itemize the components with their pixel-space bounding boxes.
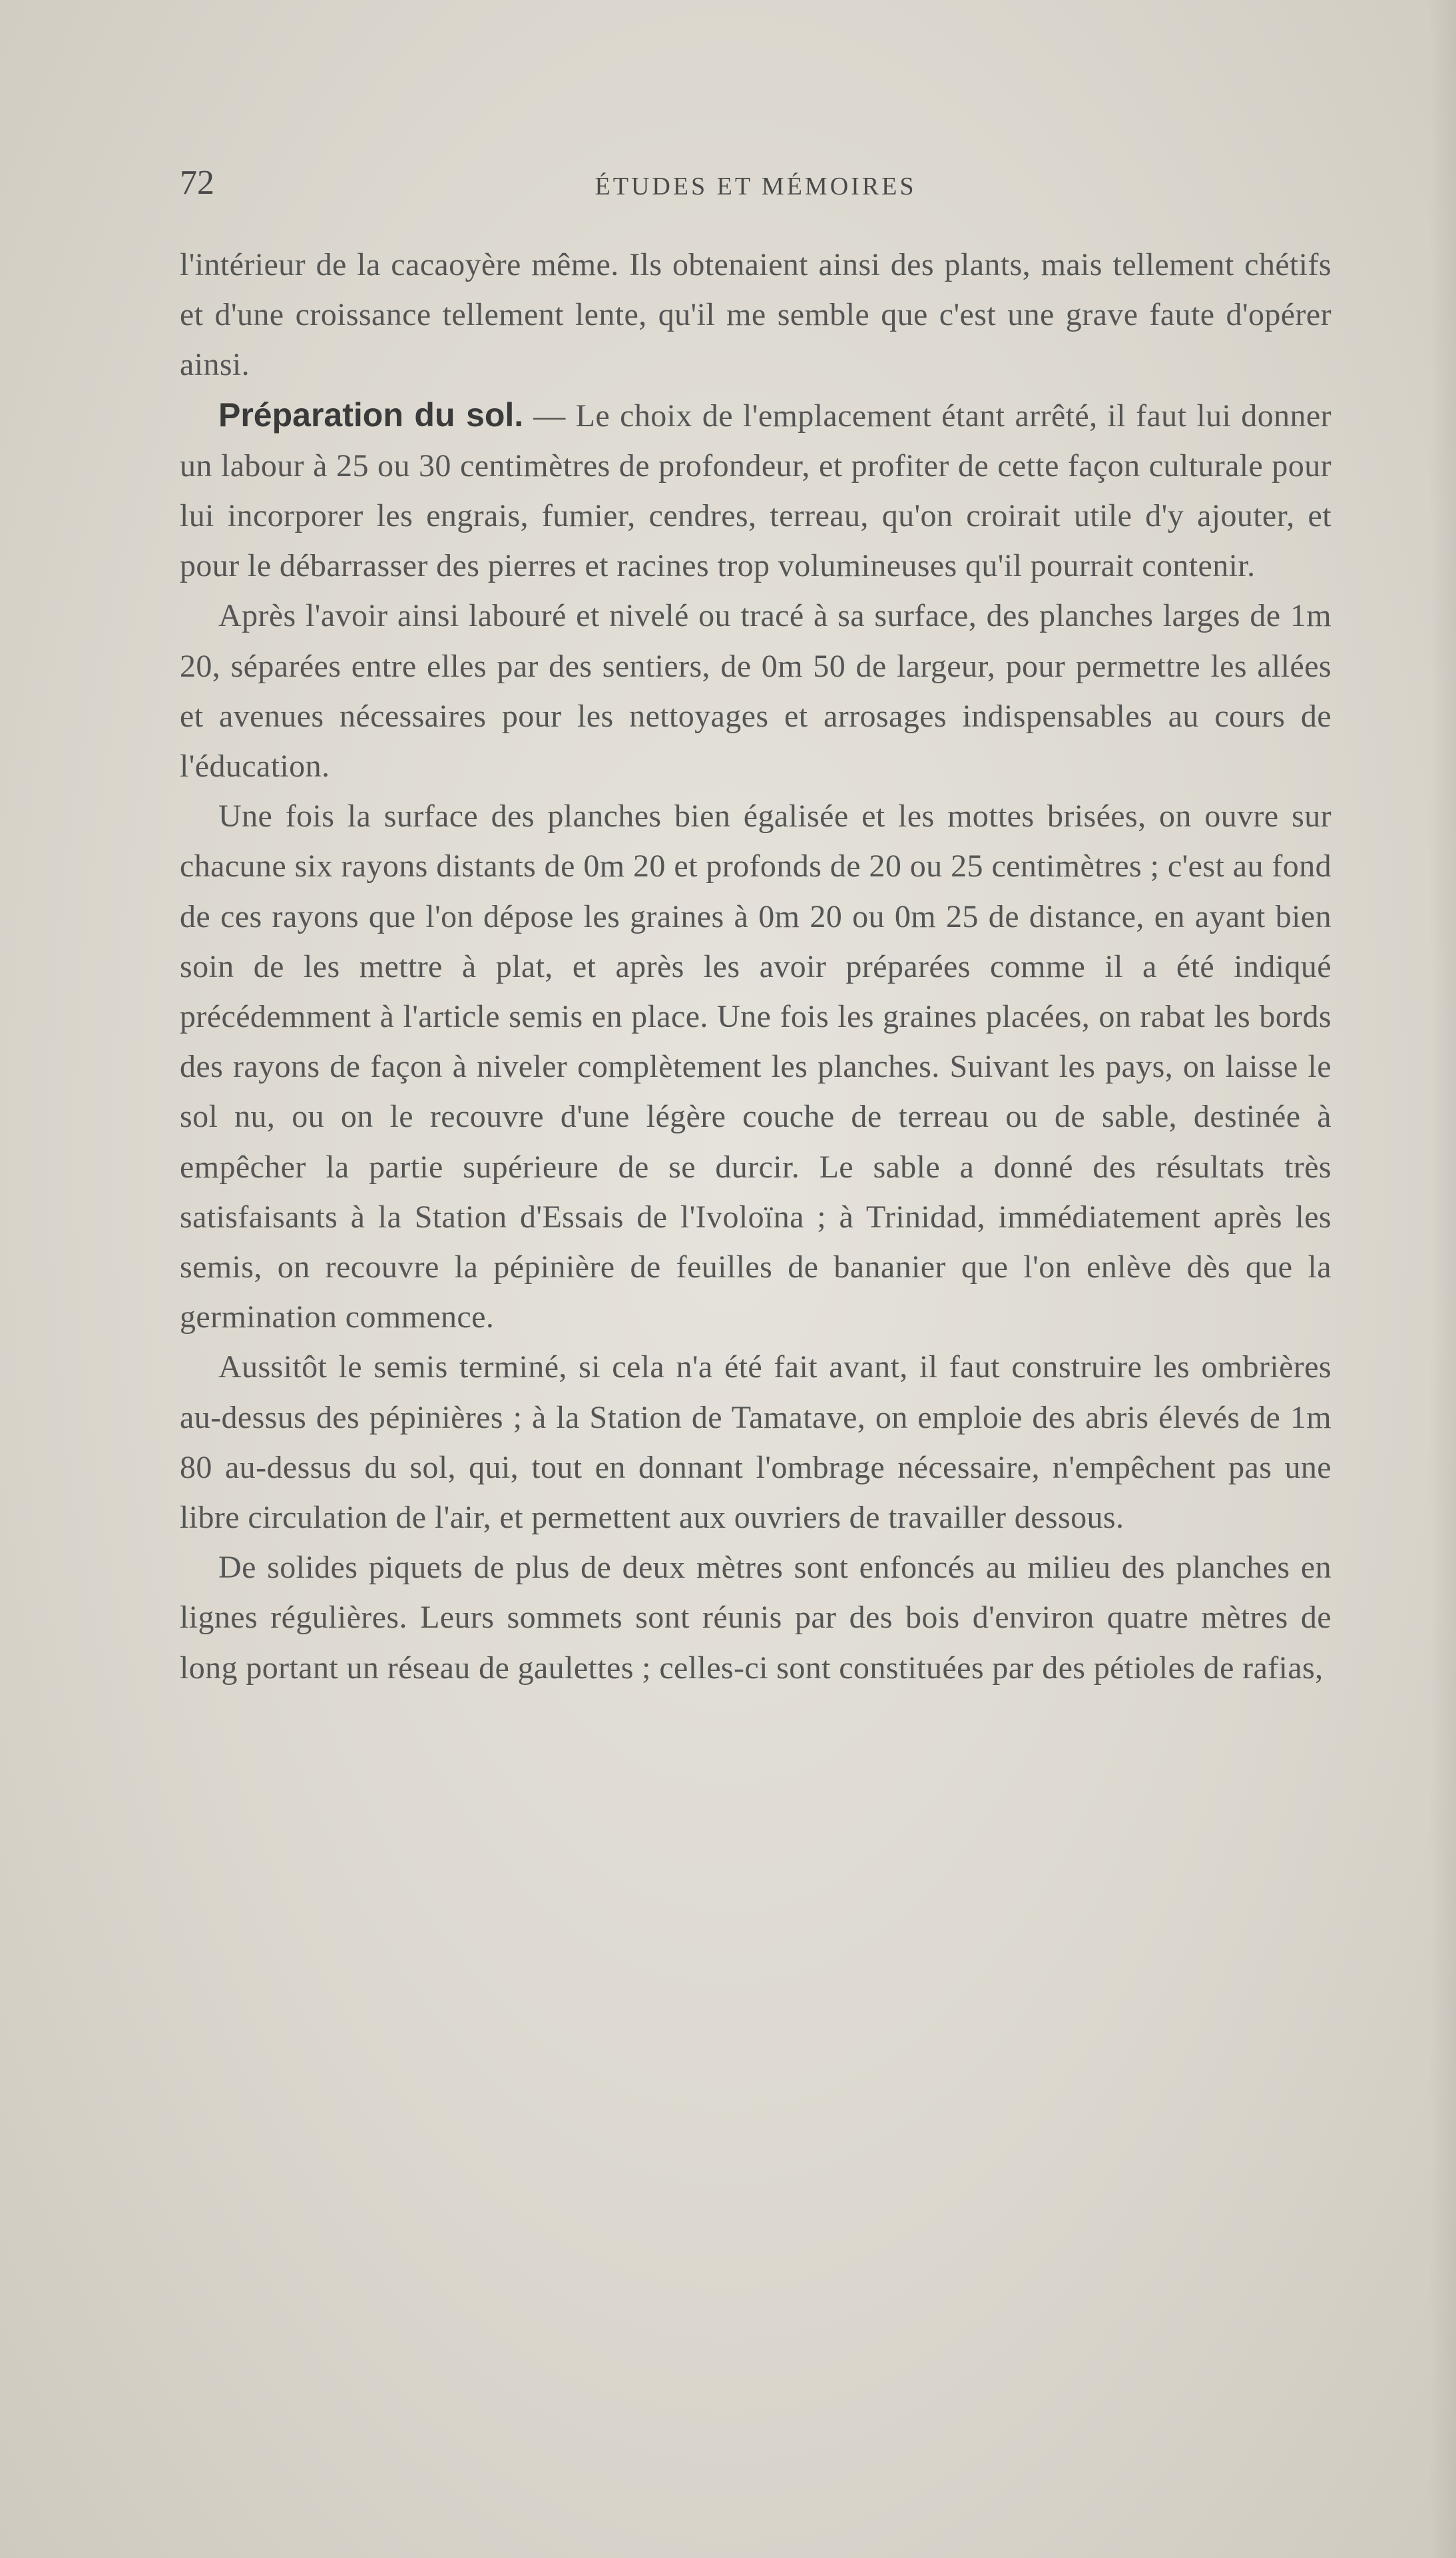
running-title: ÉTUDES ET MÉMOIRES [595, 172, 917, 200]
page-number: 72 [180, 164, 214, 202]
paragraph-ombrieres: Aussitôt le semis terminé, si cela n'a été fait avant, il faut construire les ombrières au-dessus des pépinières ; à la Station de Tamatave, on emploie des abris élevés de 1m 80 au-dessus du sol, qui, tout en donnant l'ombrage nécessaire, n'empêchent pas une libre circulation de l'air, et permettent aux ouvriers de travailler dessous. [180, 1349, 1332, 1536]
section-heading: Préparation du sol. [218, 396, 524, 434]
paragraph-text: — Le choix de l'emplacement étant arrêté, il faut lui donner un labour à 25 ou 30 centimètres de profondeur, et profiter de cette façon culturale pour lui incorporer les engrais, fumier, cendres, terreau, qu'on croirait utile d'y ajouter, et pour le débarrasser des pierres et racines trop volumineuses qu'il pourrait contenir. [180, 398, 1332, 584]
paragraph-piquets: De solides piquets de plus de deux mètres sont enfoncés au milieu des planches en lignes régulières. Leurs sommets sont réunis par des bois d'environ quatre mètres de long portant un réseau de gaulettes ; celles-ci sont constituées par des pétioles de rafias, [180, 1550, 1332, 1686]
paragraph-soil-preparation [180, 390, 1332, 591]
page-header [180, 163, 1332, 216]
paragraph-continuation: l'intérieur de la cacaoyère même. Ils obtenaient ainsi des plants, mais tellement chétifs et d'une croissance tellement lente, qu'il me semble que c'est une grave faute d'opérer ainsi. [180, 247, 1332, 383]
paragraph-planches: Après l'avoir ainsi labouré et nivelé ou tracé à sa surface, des planches larges de 1m 20, séparées entre elles par des sentiers, de 0m 50 de largeur, pour permettre les allées et avenues nécessaires pour les nettoyages et arrosages indispensables au cours de l'éducation. [180, 598, 1332, 785]
body-text [180, 240, 1332, 1693]
page-edge-shadow [1429, 0, 1456, 2558]
paragraph-rayons: Une fois la surface des planches bien égalisée et les mottes brisées, on ouvre sur chacune six rayons distants de 0m 20 et profonds de 20 ou 25 centimètres ; c'est au fond de ces rayons que l'on dépose les graines à 0m 20 ou 0m 25 de distance, en ayant bien soin de les mettre à plat, et après les avoir préparées comme il a été indiqué précédemment à l'article semis en place. Une fois les graines placées, on rabat les bords des rayons de façon à niveler complètement les planches. Suivant les pays, on laisse le sol nu, ou on le recouvre d'une légère couche de terreau ou de sable, destinée à empêcher la partie supérieure de se durcir. Le sable a donné des résultats très satisfaisants à la Station d'Essais de l'Ivoloïna ; à Trinidad, immédiatement après les semis, on recouvre la pépinière de feuilles de bananier que l'on enlève dès que la germination commence. [180, 799, 1332, 1335]
